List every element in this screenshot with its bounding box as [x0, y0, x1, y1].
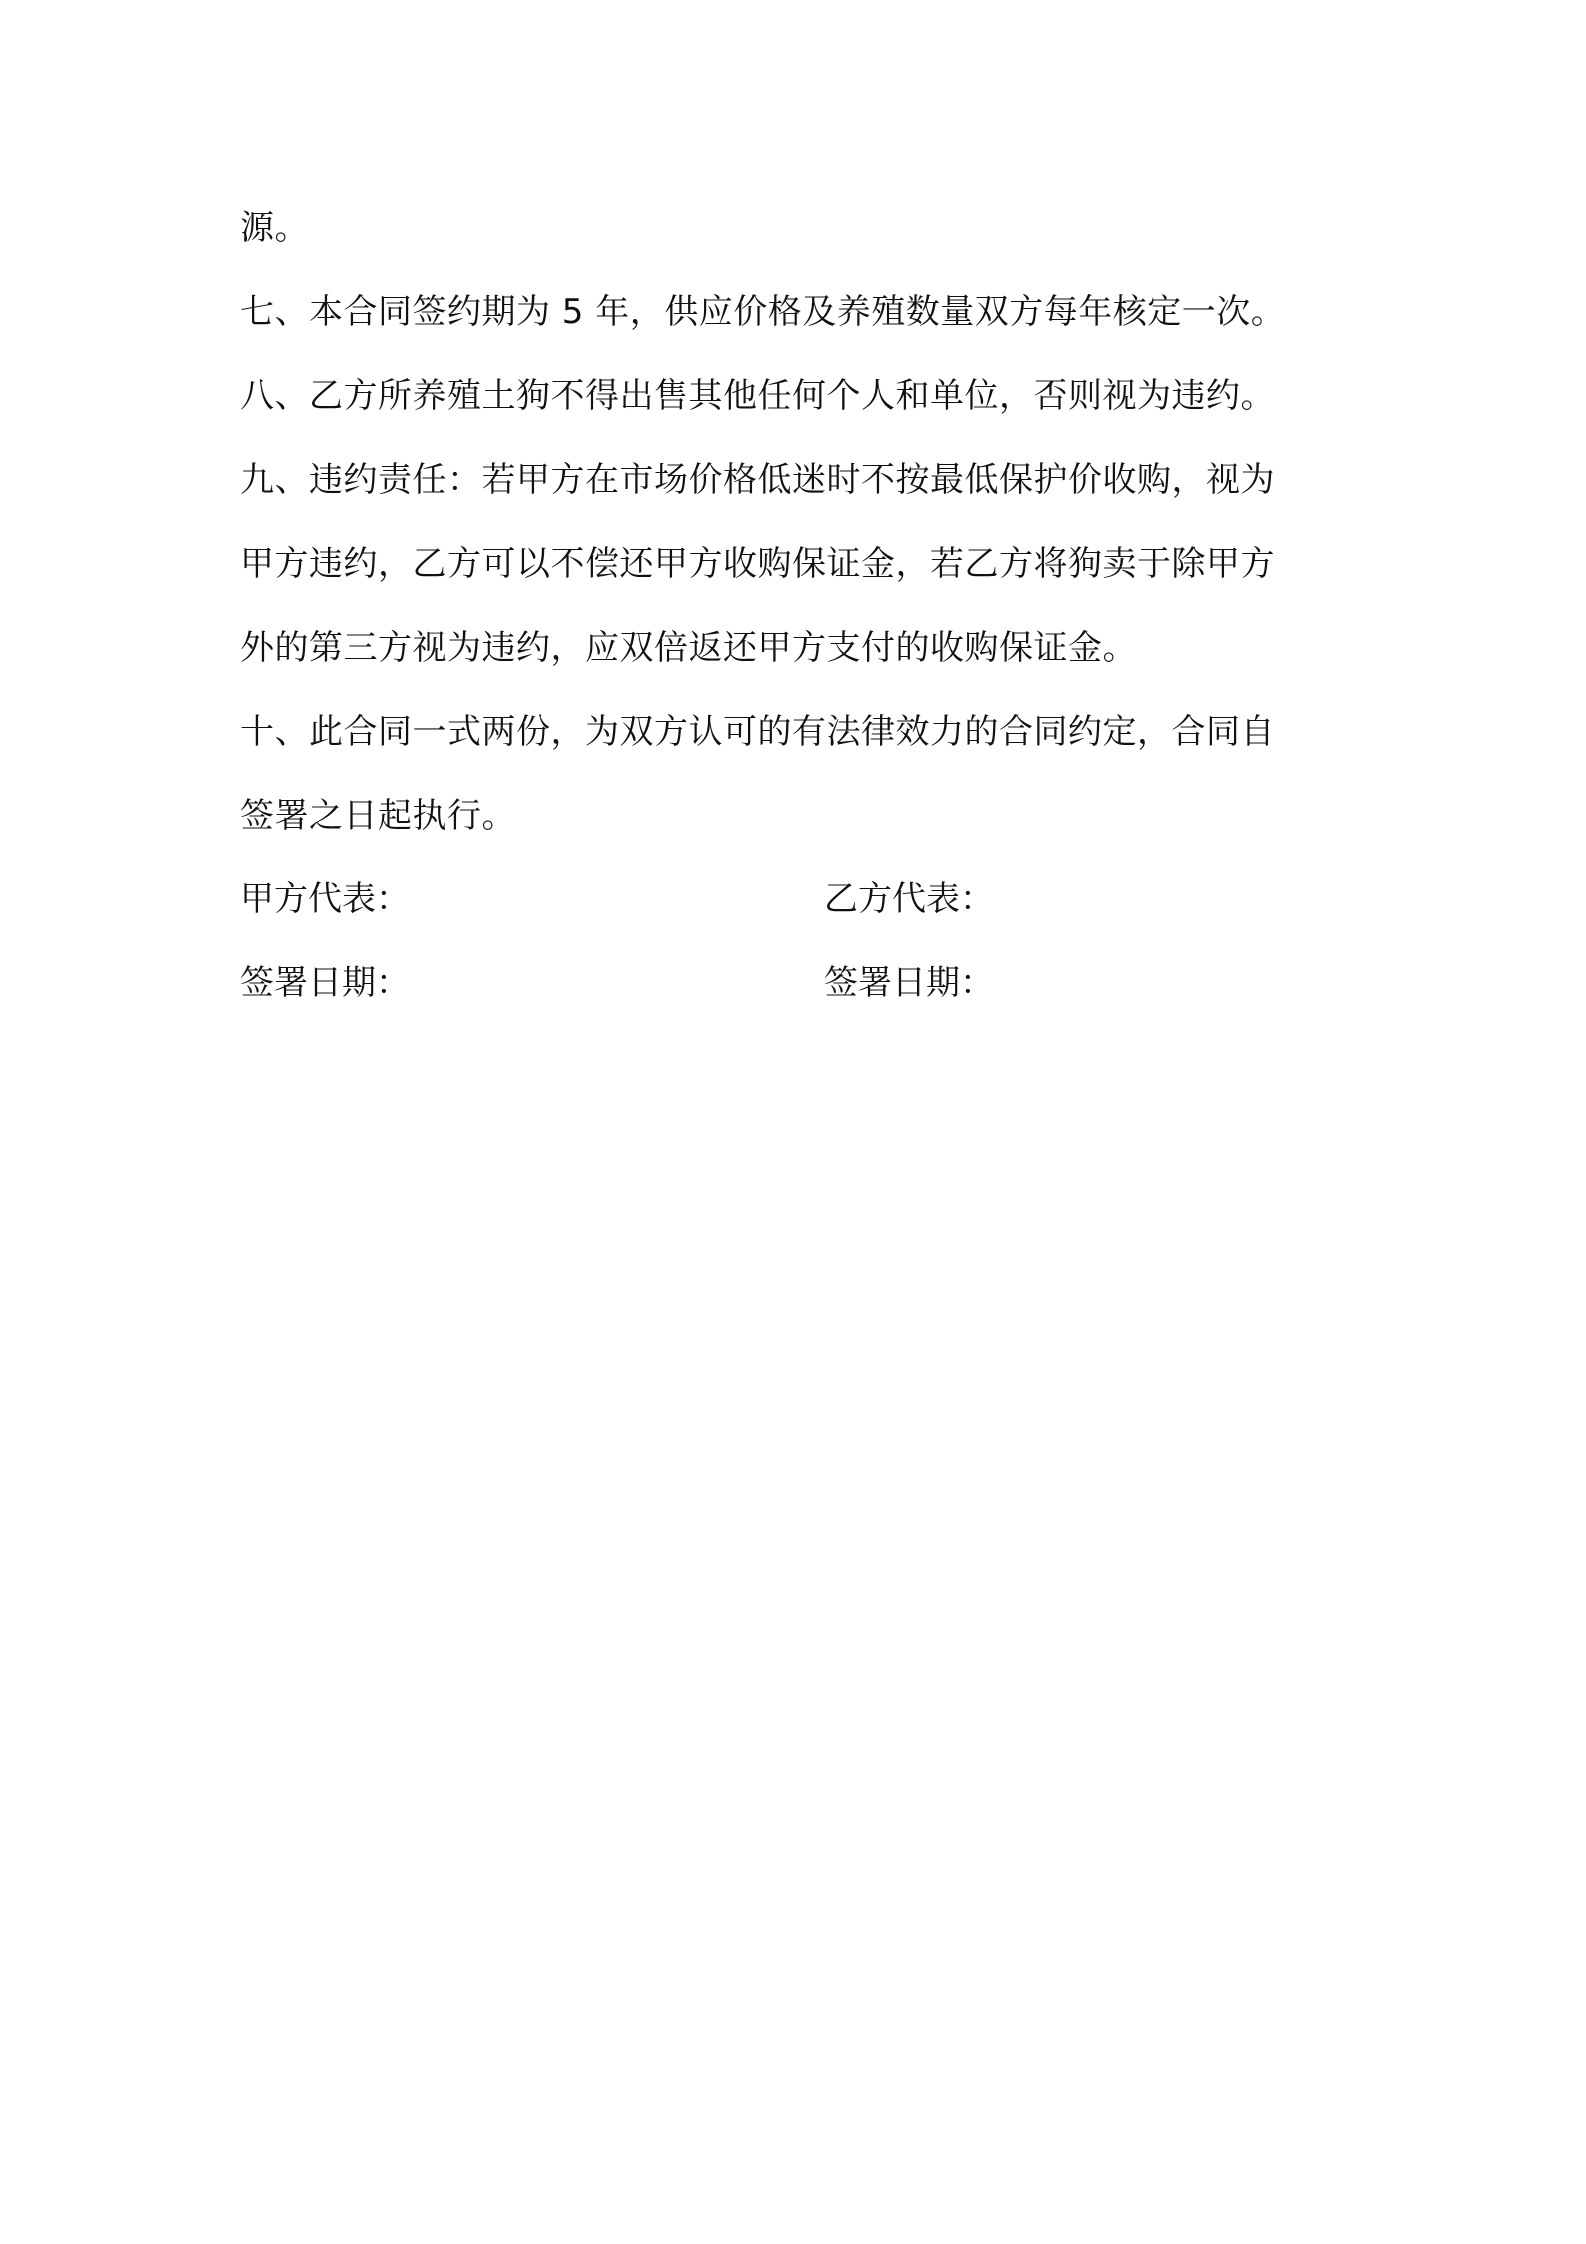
signature-date-row [240, 953, 1360, 1013]
signature-representative-row [240, 869, 1360, 929]
party-a-representative-label: 甲方代表： [240, 879, 410, 919]
party-b-representative-label: 乙方代表： [824, 879, 994, 919]
party-b-date-label: 签署日期： [824, 963, 994, 1003]
clause-10-line-1: 十、此合同一式两份，为双方认可的有法律效力的合同约定，合同自 [240, 712, 1275, 752]
clause-9-line-2: 甲方违约，乙方可以不偿还甲方收购保证金，若乙方将狗卖于除甲方 [240, 544, 1275, 584]
clause-9-line-1: 九、违约责任：若甲方在市场价格低迷时不按最低保护价收购，视为 [240, 460, 1275, 500]
party-a-date-label: 签署日期： [240, 963, 410, 1003]
clause-7: 七、本合同签约期为 5 年，供应价格及养殖数量双方每年核定一次。 [240, 292, 1286, 332]
text-line-continuation: 源。 [240, 208, 309, 248]
clause-8: 八、乙方所养殖土狗不得出售其他任何个人和单位，否则视为违约。 [240, 376, 1275, 416]
clause-9-line-3: 外的第三方视为违约，应双倍返还甲方支付的收购保证金。 [240, 628, 1137, 668]
clause-10-line-2: 签署之日起执行。 [240, 796, 516, 836]
